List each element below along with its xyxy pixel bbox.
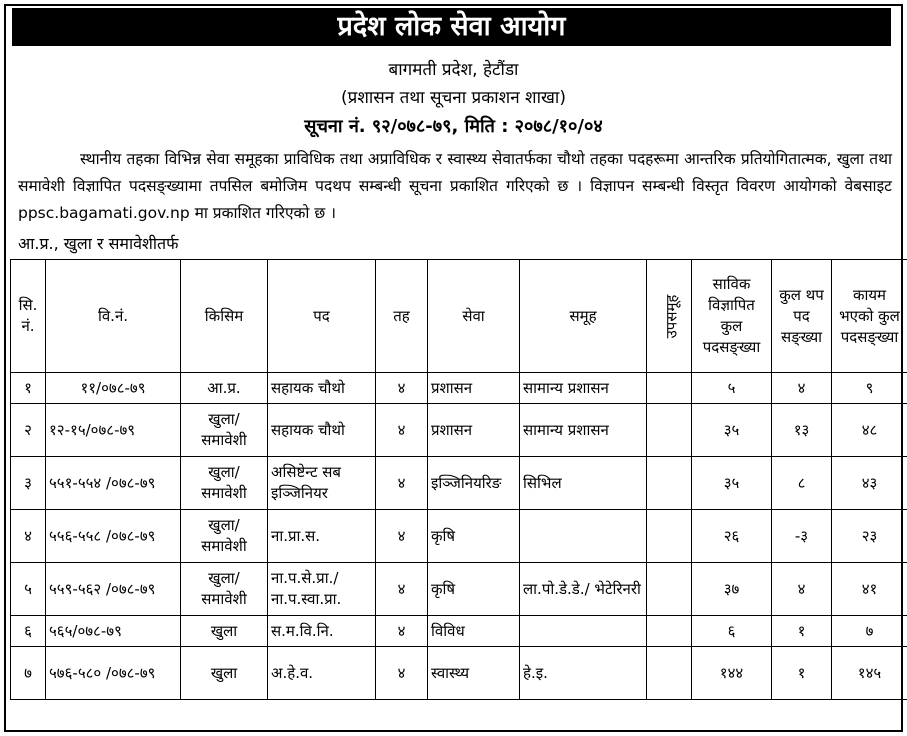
col-header-sewa: सेवा — [428, 260, 520, 373]
posts-table — [10, 259, 907, 700]
cell-samuha: सिभिल — [520, 457, 647, 510]
cell-sewa: कृषि — [428, 563, 520, 616]
table-row — [11, 404, 907, 457]
cell-pad: स.म.वि.नि. — [268, 616, 376, 647]
cell-samuha — [520, 616, 647, 647]
cell-kayam: ४३ — [832, 457, 907, 510]
cell-thap: ८ — [772, 457, 832, 510]
cell-upasamuha — [647, 616, 692, 647]
cell-kayam: १४५ — [832, 647, 907, 700]
cell-sabik: ३५ — [692, 457, 772, 510]
cell-kisim: खुला/ समावेशी — [181, 457, 268, 510]
cell-kisim: खुला/ समावेशी — [181, 510, 268, 563]
cell-sn: ६ — [11, 616, 46, 647]
cell-sewa: इञ्जिनियरिङ — [428, 457, 520, 510]
cell-sn: ३ — [11, 457, 46, 510]
cell-upasamuha — [647, 563, 692, 616]
cell-sn: ७ — [11, 647, 46, 700]
cell-tah: ४ — [376, 404, 428, 457]
cell-kayam: ९ — [832, 373, 907, 404]
col-header-kisim: किसिम — [181, 260, 268, 373]
cell-kayam: ७ — [832, 616, 907, 647]
cell-pad: सहायक चौथो — [268, 404, 376, 457]
col-header-thap: कुल थप पद सङ्ख्या — [772, 260, 832, 373]
cell-vn: ५५६-५५८ /०७८-७९ — [46, 510, 181, 563]
cell-sewa: कृषि — [428, 510, 520, 563]
cell-sabik: ५ — [692, 373, 772, 404]
cell-sewa: प्रशासन — [428, 404, 520, 457]
cell-tah: ४ — [376, 647, 428, 700]
cell-kayam: ४८ — [832, 404, 907, 457]
cell-sewa: प्रशासन — [428, 373, 520, 404]
branch-name: (प्रशासन तथा सूचना प्रकाशन शाखा) — [341, 88, 566, 108]
col-header-kayam: कायम भएको कुल पदसङ्ख्या — [832, 260, 907, 373]
table-row — [11, 510, 907, 563]
section-label: आ.प्र., खुला र समावेशीतर्फ — [18, 234, 179, 253]
cell-upasamuha — [647, 404, 692, 457]
cell-thap: ४ — [772, 373, 832, 404]
cell-upasamuha — [647, 510, 692, 563]
page-title: प्रदेश लोक सेवा आयोग — [12, 8, 891, 46]
upasamuha-rotated-label: उपसमूह — [662, 294, 681, 338]
cell-tah: ४ — [376, 563, 428, 616]
cell-tah: ४ — [376, 373, 428, 404]
cell-kisim: आ.प्र. — [181, 373, 268, 404]
office-name: बागमती प्रदेश, हेटौंडा — [388, 60, 519, 80]
cell-pad: असिष्टेन्ट सब इञ्जिनियर — [268, 457, 376, 510]
cell-samuha: ला.पो.डे.डे./ भेटेरिनरी — [520, 563, 647, 616]
table-row — [11, 373, 907, 404]
cell-thap: १ — [772, 616, 832, 647]
cell-samuha: सामान्य प्रशासन — [520, 404, 647, 457]
cell-upasamuha — [647, 373, 692, 404]
cell-kisim: खुला — [181, 616, 268, 647]
col-header-sabik: साविक विज्ञापित कुल पदसङ्ख्या — [692, 260, 772, 373]
cell-vn: १२-१५/०७८-७९ — [46, 404, 181, 457]
cell-tah: ४ — [376, 616, 428, 647]
table-row — [11, 457, 907, 510]
col-header-samuha: समूह — [520, 260, 647, 373]
cell-sabik: १४४ — [692, 647, 772, 700]
cell-tah: ४ — [376, 510, 428, 563]
cell-upasamuha — [647, 457, 692, 510]
cell-pad: ना.प्रा.स. — [268, 510, 376, 563]
cell-tah: ४ — [376, 457, 428, 510]
cell-sn: २ — [11, 404, 46, 457]
cell-sn: ५ — [11, 563, 46, 616]
cell-kayam: २३ — [832, 510, 907, 563]
cell-kayam: ४१ — [832, 563, 907, 616]
cell-kisim: खुला/ समावेशी — [181, 404, 268, 457]
cell-kisim: खुला/ समावेशी — [181, 563, 268, 616]
col-header-vn: वि.नं. — [46, 260, 181, 373]
cell-samuha: हे.इ. — [520, 647, 647, 700]
cell-sabik: ३५ — [692, 404, 772, 457]
cell-sn: ४ — [11, 510, 46, 563]
cell-thap: १३ — [772, 404, 832, 457]
cell-kisim: खुला — [181, 647, 268, 700]
cell-sn: १ — [11, 373, 46, 404]
cell-samuha — [520, 510, 647, 563]
cell-sabik: २६ — [692, 510, 772, 563]
col-header-upasamuha — [647, 260, 692, 373]
cell-sewa: स्वास्थ्य — [428, 647, 520, 700]
col-header-pad: पद — [268, 260, 376, 373]
cell-sabik: ३७ — [692, 563, 772, 616]
cell-thap: ४ — [772, 563, 832, 616]
cell-pad: सहायक चौथो — [268, 373, 376, 404]
cell-vn: ५७६-५८० /०७८-७९ — [46, 647, 181, 700]
cell-sewa: विविध — [428, 616, 520, 647]
cell-pad: अ.हे.व. — [268, 647, 376, 700]
cell-thap: -३ — [772, 510, 832, 563]
col-header-sn: सि. नं. — [11, 260, 46, 373]
table-row — [11, 647, 907, 700]
col-header-tah: तह — [376, 260, 428, 373]
table-row — [11, 563, 907, 616]
notice-paragraph: स्थानीय तहका विभिन्न सेवा समूहका प्राविधिक तथा अप्राविधिक र स्वास्थ्य सेवातर्फका चौथो तहका पदहरूमा आन्तरिक प्रतियोगितात्मक, खुला तथा समावेशी विज्ञापित पदसङ्ख्यामा तपसिल बमोजिम पदथप सम्बन्धी सूचना प्रकाशित गरिएको छ । विज्ञापन सम्बन्धी विस्तृत विवरण आयोगको वेबसाइट ppsc.bagamati.gov.np मा प्रकाशित गरिएको छ । — [18, 150, 892, 222]
table-row — [11, 616, 907, 647]
cell-vn: ५५१-५५४ /०७८-७९ — [46, 457, 181, 510]
table-header-row — [11, 260, 907, 373]
cell-thap: १ — [772, 647, 832, 700]
cell-samuha: सामान्य प्रशासन — [520, 373, 647, 404]
cell-upasamuha — [647, 647, 692, 700]
cell-sabik: ६ — [692, 616, 772, 647]
cell-vn: ५५९-५६२ /०७८-७९ — [46, 563, 181, 616]
notice-number: सूचना नं. ९२/०७८-७९, मिति : २०७८/१०/०४ — [304, 116, 603, 137]
cell-vn: ५६५/०७८-७९ — [46, 616, 181, 647]
cell-vn: ११/०७८-७९ — [46, 373, 181, 404]
cell-pad: ना.प.से.प्रा./ ना.प.स्वा.प्रा. — [268, 563, 376, 616]
